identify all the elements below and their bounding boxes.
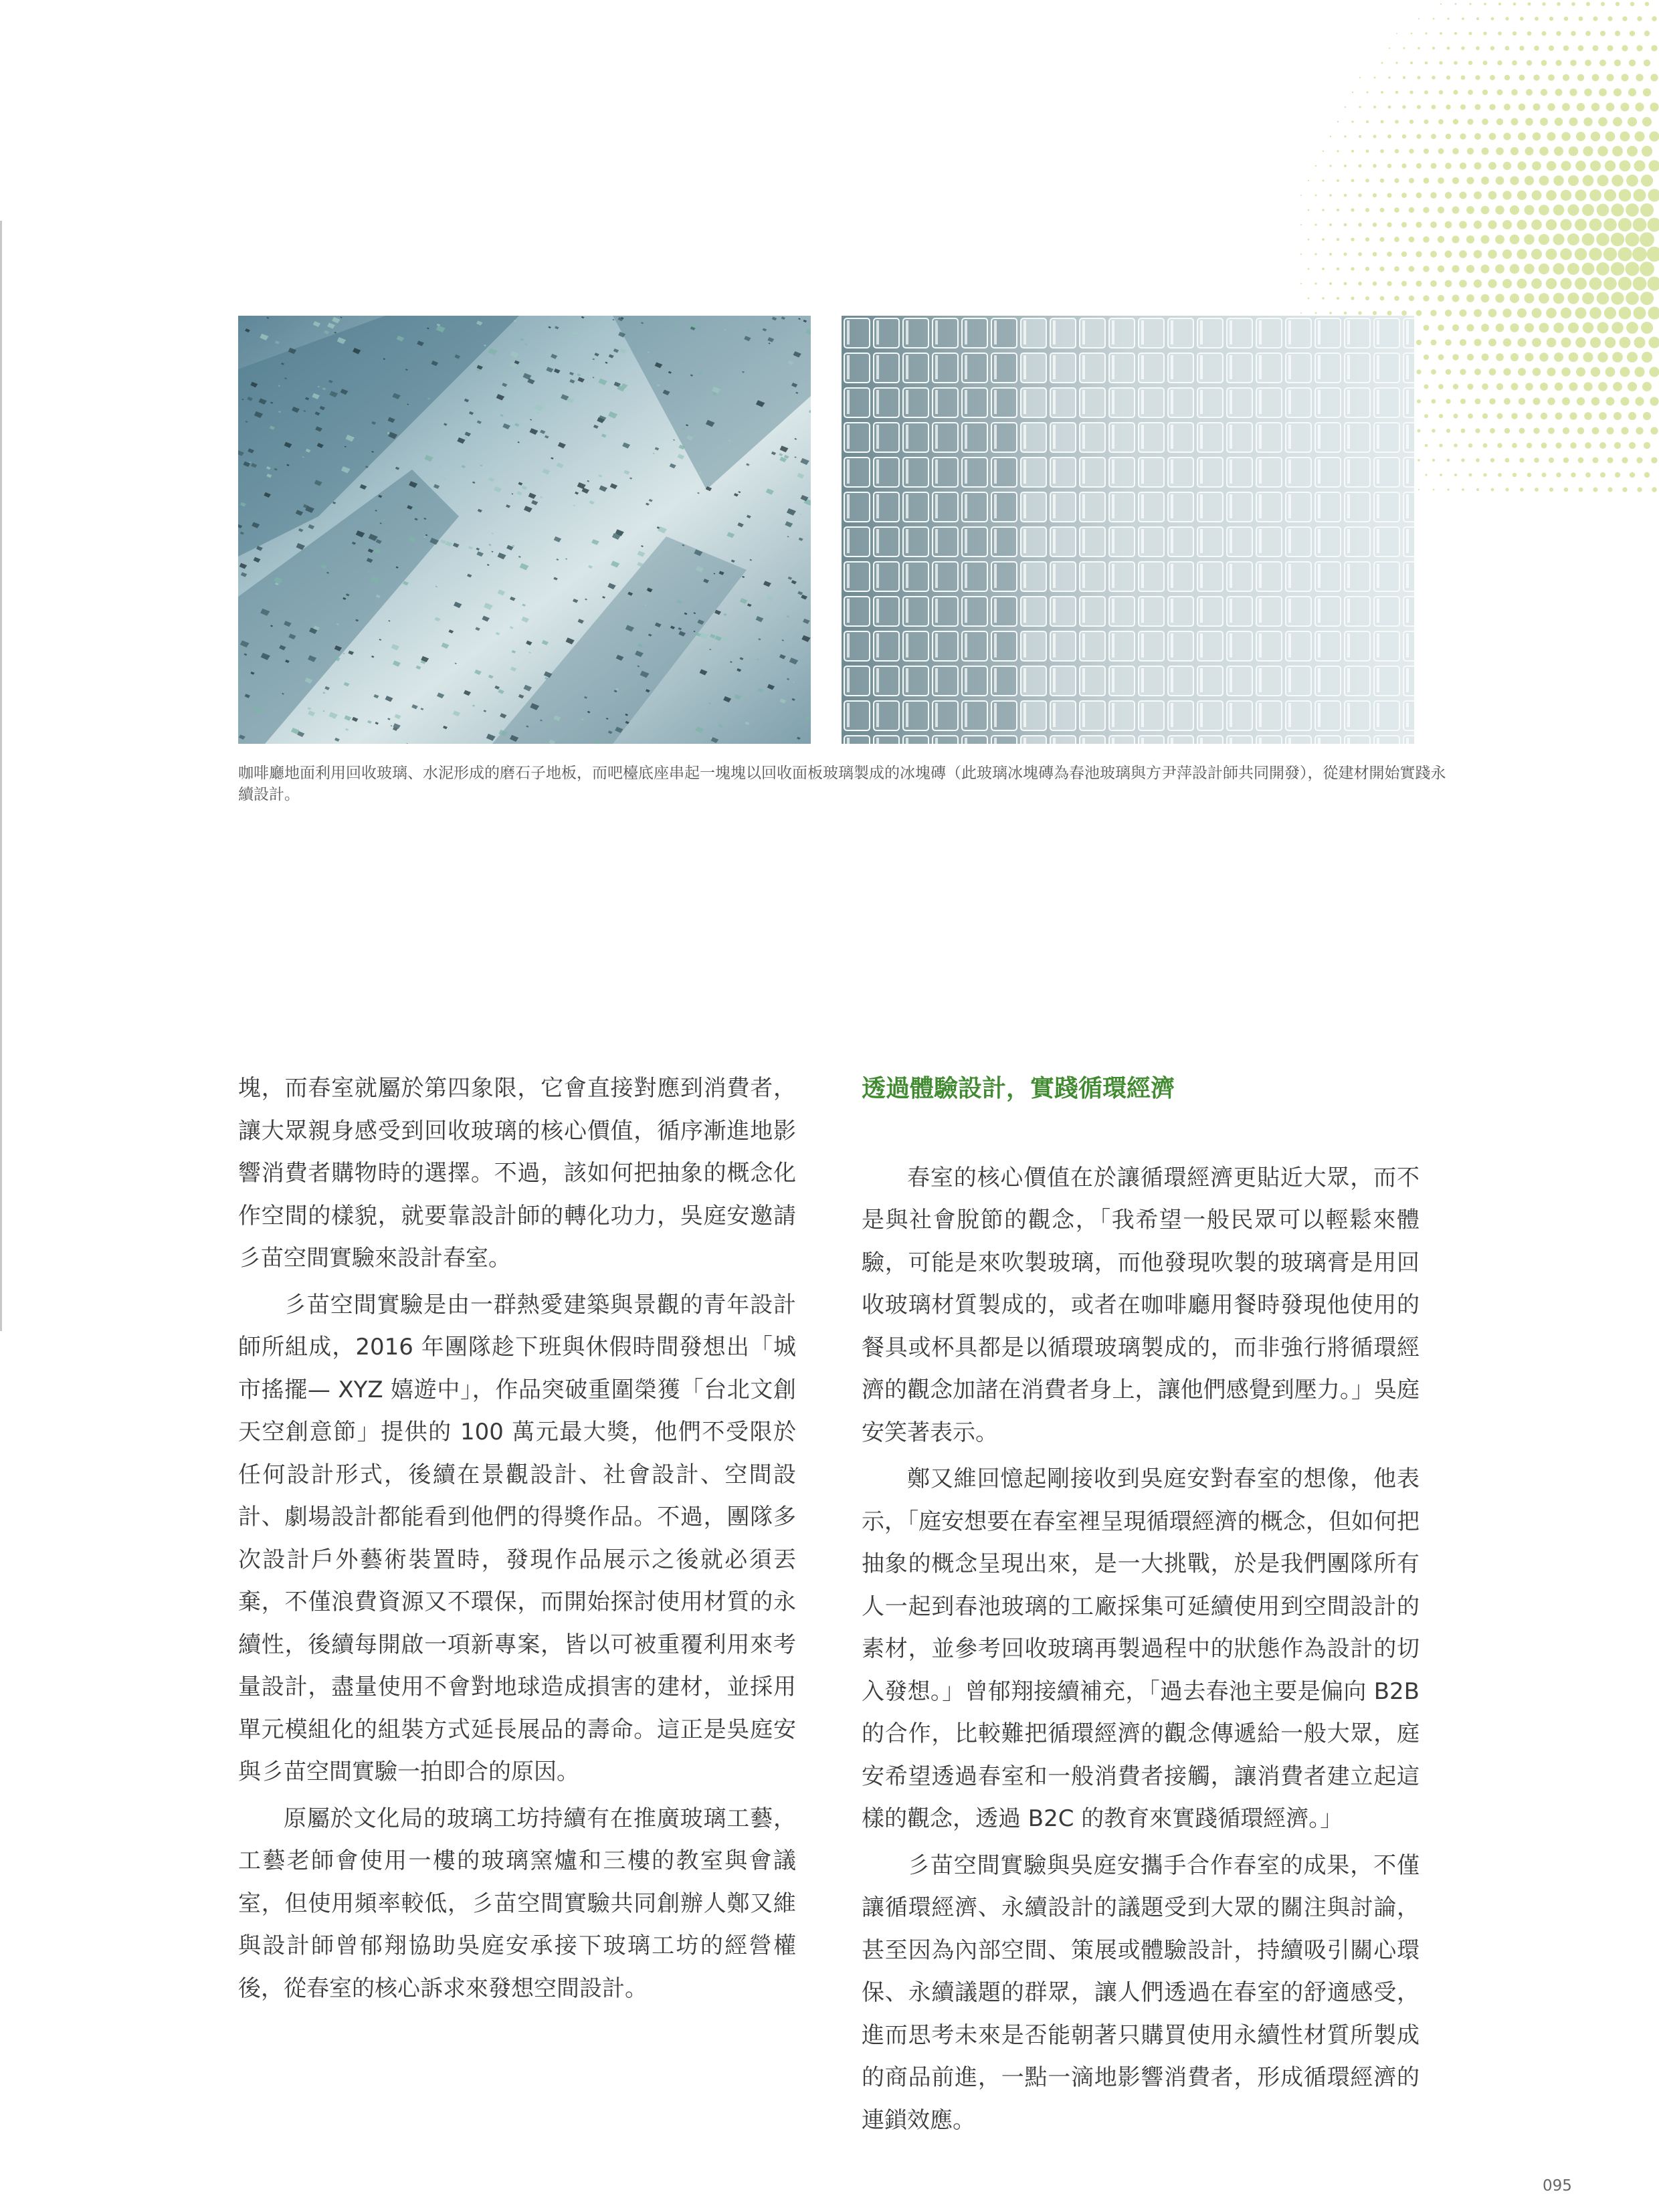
body-paragraph: 彡苗空間實驗與吳庭安攜手合作春室的成果，不僅讓循環經濟、永續設計的議題受到大眾的關注與討論，甚至因為內部空間、策展或體驗設計，持續吸引關心環保、永續議題的群眾，讓人們透過在春室的舒適感受，進而思考未來是否能朝著只購買使用永續性材質所製成的商品前進，一點一滴地影響消費者，形成循環經濟的連鎖效應。 xyxy=(862,1851,1420,2134)
page-edge-line xyxy=(0,221,2,1331)
section-heading: 透過體驗設計，實踐循環經濟 xyxy=(862,1075,1175,1102)
terrazzo-floor-photo xyxy=(238,316,811,744)
body-paragraph: 塊，而春室就屬於第四象限，它會直接對應到消費者，讓大眾親身感受到回收玻璃的核心價值，循序漸進地影響消費者購物時的選擇。不過，該如何把抽象的概念化作空間的樣貌，就要靠設計師的轉化功力，吳庭安邀請彡苗空間實驗來設計春室。 xyxy=(238,1075,796,1272)
page-number: 095 xyxy=(1543,2177,1572,2195)
body-paragraph: 春室的核心價值在於讓循環經濟更貼近大眾，而不是與社會脫節的觀念，「我希望一般民眾可以輕鬆來體驗，可能是來吹製玻璃，而他發現吹製的玻璃膏是用回收玻璃材質製成的，或者在咖啡廳用餐時發現他使用的餐具或杯具都是以循環玻璃製成的，而非強行將循環經濟的觀念加諸在消費者身上，讓他們感覺到壓力。」吳庭安笑著表示。 xyxy=(862,1164,1420,1446)
photo-caption: 咖啡廳地面利用回收玻璃、水泥形成的磨石子地板，而吧檯底座串起一塊塊以回收面板玻璃製成的冰塊磚（此玻璃冰塊磚為春池玻璃與方尹萍設計師共同開發），從建材開始實踐永續設計。 xyxy=(238,765,1446,803)
body-paragraph: 原屬於文化局的玻璃工坊持續有在推廣玻璃工藝，工藝老師會使用一樓的玻璃窯爐和三樓的教室與會議室，但使用頻率較低，彡苗空間實驗共同創辦人鄭又維與設計師曾郁翔協助吳庭安承接下玻璃工坊的經營權後，從春室的核心訴求來發想空間設計。 xyxy=(238,1805,796,2002)
body-paragraph: 鄭又維回憶起剛接收到吳庭安對春室的想像，他表示，「庭安想要在春室裡呈現循環經濟的概念，但如何把抽象的概念呈現出來，是一大挑戰，於是我們團隊所有人一起到春池玻璃的工廠採集可延續使用到空間設計的素材，並參考回收玻璃再製過程中的狀態作為設計的切入發想。」曾郁翔接續補充，「過去春池主要是偏向 B2B 的合作，比較難把循環經濟的觀念傳遞給一般大眾，庭安希望透過春室和一般消費者接觸，讓消費者建立起這樣的觀念，透過 B2C 的教育來實踐循環經濟。」 xyxy=(862,1466,1420,1832)
right-text-column xyxy=(862,1068,1420,2146)
body-paragraph: 彡苗空間實驗是由一群熱愛建築與景觀的青年設計師所組成，2016 年團隊趁下班與休假時間發想出「城市搖擺— XYZ 嬉遊中」，作品突破重圍榮獲「台北文創天空創意節」提供的 100 萬元最大獎，他們不受限於任何設計形式，後續在景觀設計、社會設計、空間設計、劇場設計都能看到他們的得獎作品。不過，團隊多次設計戶外藝術裝置時，發現作品展示之後就必須丟棄，不僅浪費資源又不環保，而開始探討使用材質的永續性，後續每開啟一項新專案，皆以可被重覆利用來考量設計，盡量使用不會對地球造成損害的建材，並採用單元模組化的組裝方式延長展品的壽命。這正是吳庭安與彡苗空間實驗一拍即合的原因。 xyxy=(238,1291,796,1785)
glass-block-counter-photo xyxy=(842,316,1414,744)
left-text-column xyxy=(238,1068,796,2014)
